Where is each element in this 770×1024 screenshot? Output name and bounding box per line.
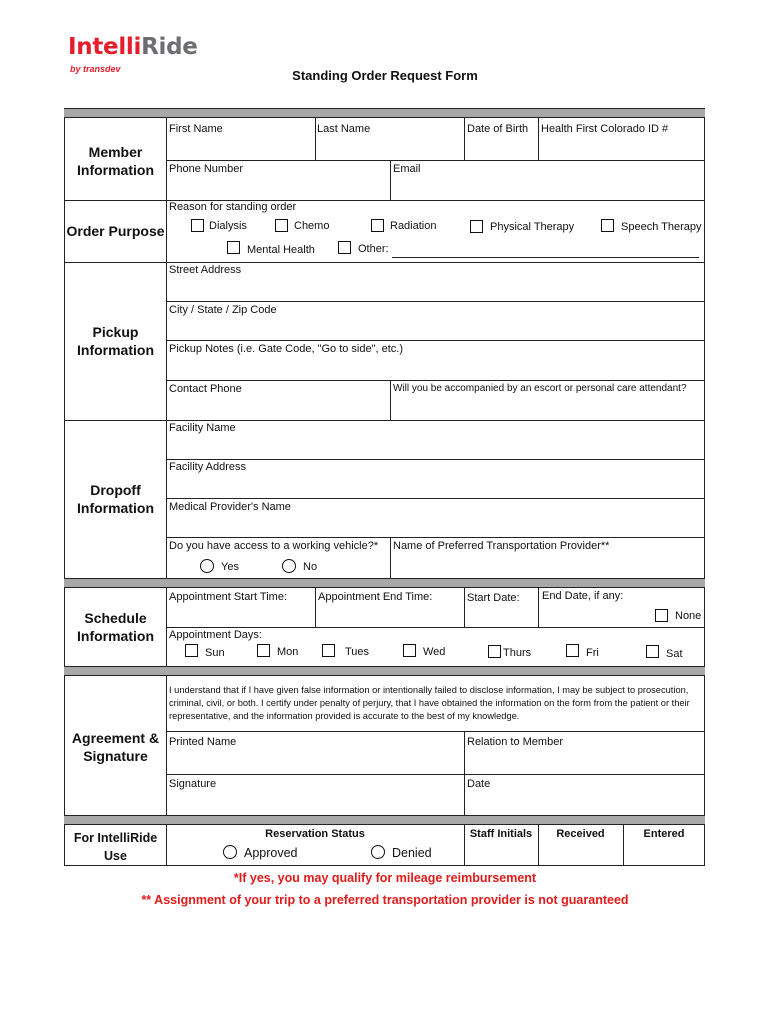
radiation-label: Radiation [390,220,437,232]
office-section-label: For IntelliRide Use [73,831,158,863]
pickup-notes-field[interactable]: Pickup Notes (i.e. Gate Code, "Go to side", etc.) [169,343,404,355]
appointment-days-label: Appointment Days: [169,629,262,641]
vehicle-yes-label: Yes [221,561,239,573]
last-name-field[interactable]: Last Name [317,123,371,135]
section-divider-office [64,815,705,825]
wednesday-checkbox[interactable] [403,644,416,657]
phone-field[interactable]: Phone Number [169,163,243,175]
monday-label: Mon [277,646,299,658]
dialysis-checkbox[interactable] [191,219,204,232]
order-section-label: Order Purpose [66,223,165,239]
facility-name-field[interactable]: Facility Name [169,422,236,434]
chemo-label: Chemo [294,220,330,232]
friday-checkbox[interactable] [566,644,579,657]
reservation-status-label: Reservation Status [265,828,365,840]
cell-divider [390,380,391,420]
other-checkbox[interactable] [338,241,351,254]
dialysis-label: Dialysis [209,220,247,232]
end-date-none-label: None [675,610,702,622]
escort-question-field[interactable]: Will you be accompanied by an escort or personal care attendant? [393,383,687,394]
tuesday-checkbox[interactable] [322,644,335,657]
preferred-provider-note: ** Assignment of your trip to a preferred transportation provider is not guaranteed [141,893,629,907]
physical-therapy-checkbox[interactable] [470,220,483,233]
hfc-id-field[interactable]: Health First Colorado ID # [541,123,669,135]
row-divider [166,731,705,732]
radiation-checkbox[interactable] [371,219,384,232]
intelliride-logo: IntelliRide [68,34,198,60]
end-date-none-checkbox[interactable] [655,609,668,622]
row-divider [166,380,705,381]
pickup-section-label: Pickup Information [77,324,154,358]
start-date-field[interactable]: Start Date: [467,592,520,604]
date-field[interactable]: Date [467,778,491,790]
saturday-label: Sat [666,648,683,660]
mental-health-label: Mental Health [247,244,315,256]
section-boundary [64,420,167,421]
agreement-section-label: Agreement & Signature [71,730,160,764]
denied-radio[interactable] [371,845,385,859]
member-section-label: Member Information [77,144,154,178]
other-label: Other: [358,243,389,255]
monday-checkbox[interactable] [257,644,270,657]
entered-field[interactable]: Entered [643,828,685,840]
dob-field[interactable]: Date of Birth [467,123,529,135]
form-title: Standing Order Request Form [292,68,478,83]
city-state-zip-field[interactable]: City / State / Zip Code [169,304,277,316]
first-name-field[interactable]: First Name [169,123,223,135]
email-field[interactable]: Email [393,163,421,175]
tuesday-label: Tues [345,646,370,658]
cell-divider [538,118,539,160]
speech-therapy-checkbox[interactable] [601,219,614,232]
row-divider [166,627,705,628]
contact-phone-field[interactable]: Contact Phone [169,383,242,395]
vehicle-question: Do you have access to a working vehicle?* [169,540,379,552]
section-boundary [64,200,167,201]
section-boundary [64,262,167,263]
cell-divider [390,537,391,578]
sunday-label: Sun [205,647,225,659]
signature-field[interactable]: Signature [169,778,217,790]
thursday-label: Thurs [503,647,532,659]
section-divider-schedule [64,578,705,588]
approved-radio[interactable] [223,845,237,859]
friday-label: Fri [586,647,599,659]
street-address-field[interactable]: Street Address [169,264,242,276]
cell-divider [390,160,391,200]
received-field[interactable]: Received [556,828,605,840]
row-divider [166,340,705,341]
approved-label: Approved [244,846,298,860]
start-time-field[interactable]: Appointment Start Time: [169,591,287,603]
cell-divider [464,118,465,160]
row-divider [166,498,705,499]
speech-therapy-label: Speech Therapy [621,221,702,233]
row-divider [166,301,705,302]
denied-label: Denied [392,846,432,860]
cell-divider [538,588,539,627]
preferred-provider-field[interactable]: Name of Preferred Transportation Provider** [393,540,610,552]
end-date-field[interactable]: End Date, if any: [542,590,624,602]
vehicle-yes-radio[interactable] [200,559,214,573]
facility-address-field[interactable]: Facility Address [169,461,247,473]
other-input-line[interactable] [392,257,699,258]
end-time-field[interactable]: Appointment End Time: [318,591,433,603]
section-divider-agreement [64,666,705,676]
agreement-statement: I understand that if I have given false information or intentionally failed to disclose information, I may be subject to prosecution, criminal, civil, or both. I certify under penalty of perjury, that I have obtained the information on the form from the patient or their representative, and the information provided is accurate to the best of my knowledge. [169,685,690,721]
transdev-byline: by transdev [70,64,121,74]
cell-divider [464,731,465,815]
cell-divider [315,118,316,160]
section-divider-top [64,108,705,118]
chemo-checkbox[interactable] [275,219,288,232]
relation-field[interactable]: Relation to Member [467,736,563,748]
staff-initials-field[interactable]: Staff Initials [469,828,533,840]
mental-health-checkbox[interactable] [227,241,240,254]
reason-label: Reason for standing order [169,201,297,213]
vehicle-no-radio[interactable] [282,559,296,573]
printed-name-field[interactable]: Printed Name [169,736,237,748]
saturday-checkbox[interactable] [646,645,659,658]
medical-provider-field[interactable]: Medical Provider's Name [169,501,291,513]
schedule-section-label: Schedule Information [77,610,154,644]
cell-divider [464,588,465,627]
row-divider [166,262,705,263]
vehicle-no-label: No [303,561,318,573]
dropoff-section-label: Dropoff Information [77,482,154,516]
row-divider [166,160,705,161]
thursday-checkbox[interactable] [488,645,501,658]
mileage-note: *If yes, you may qualify for mileage reimbursement [233,871,537,885]
wednesday-label: Wed [423,646,446,658]
cell-divider [315,588,316,627]
row-divider [166,774,705,775]
row-divider [166,459,705,460]
row-divider [166,420,705,421]
row-divider [166,537,705,538]
sunday-checkbox[interactable] [185,644,198,657]
physical-therapy-label: Physical Therapy [490,221,575,233]
